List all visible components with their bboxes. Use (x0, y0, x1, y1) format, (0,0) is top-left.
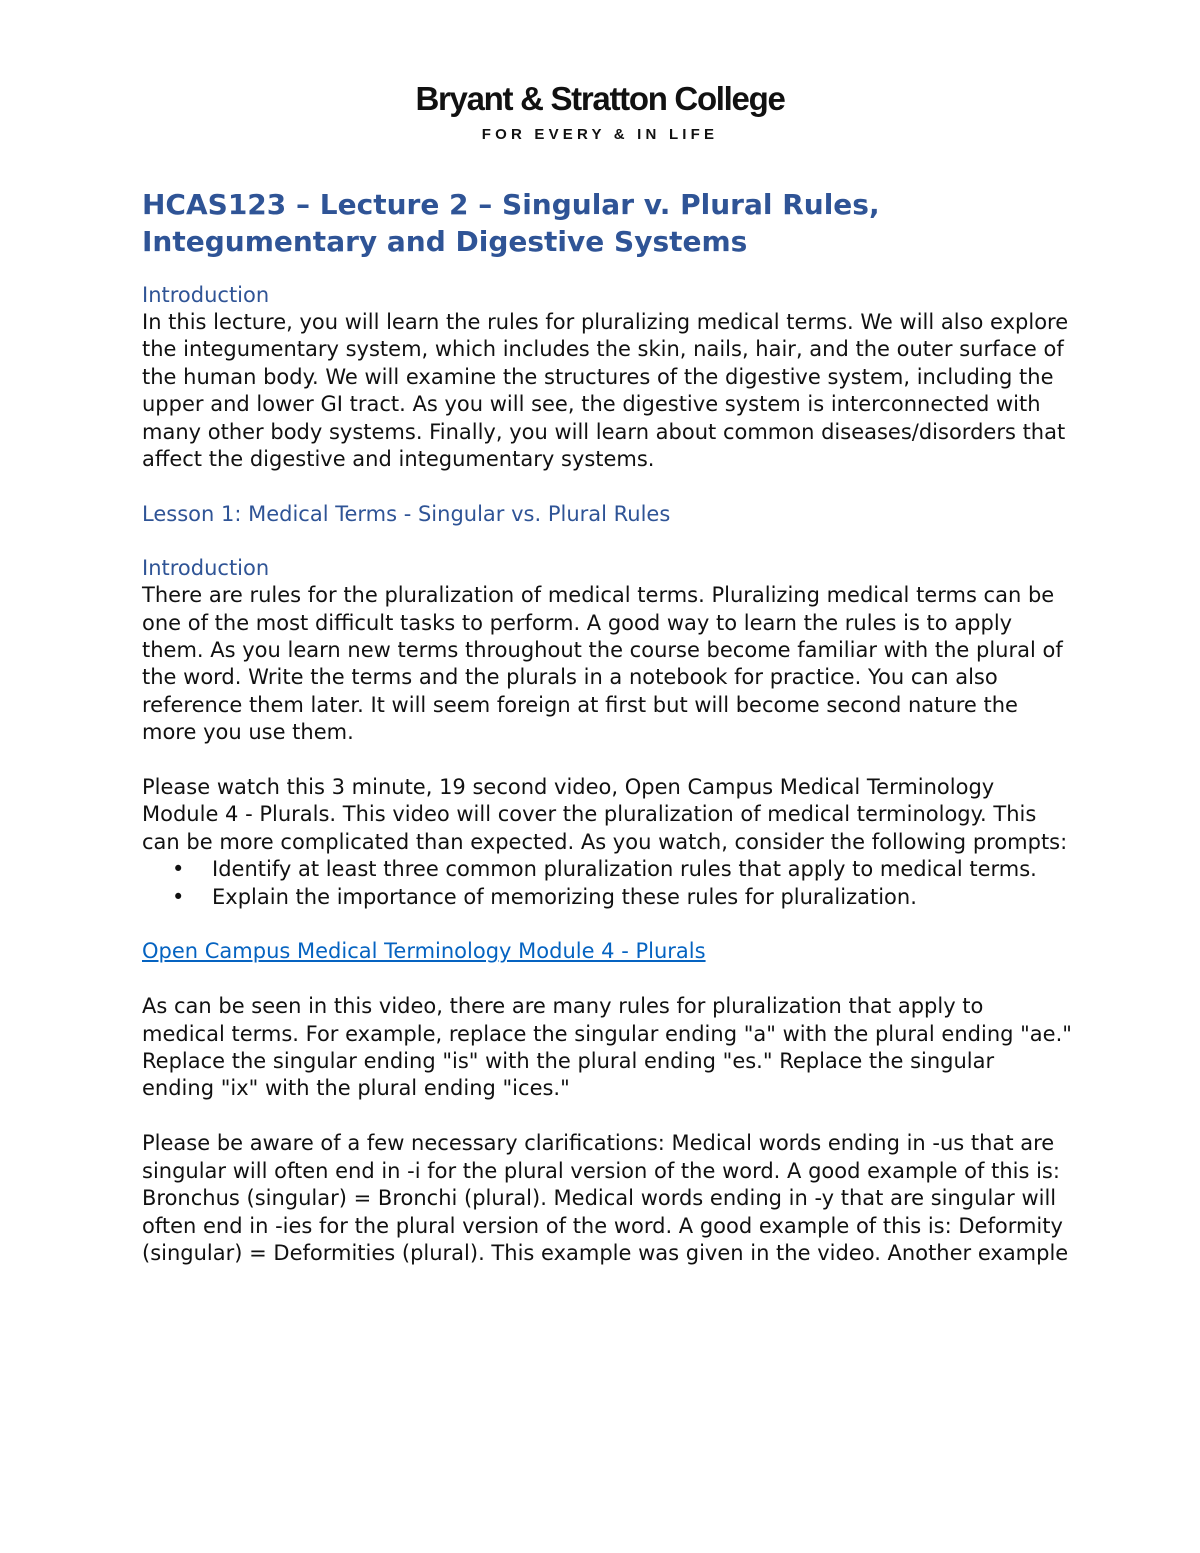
document-body (142, 186, 1072, 1267)
prompt-text: Identify at least three common pluralization rules that apply to medical terms. (212, 857, 1037, 882)
document-title: HCAS123 – Lecture 2 – Singular v. Plural Rules, Integumentary and Digestive Systems (142, 188, 880, 258)
logo-tagline: FOR EVERY & IN LIFE (481, 126, 719, 143)
clarifications-paragraph: Please be aware of a few necessary clarifications: Medical words ending in -us that are singular will often end in -i for the plural version of the word. A good example of this is: Bronchus (singular) = Bronchi (plural). Medical words ending in -y that are singular will often end in -ies for the plural version of the word. A good example of this is: Deformity (singular) = Deformities (plural). This example was given in the video. Another example (142, 1131, 1069, 1265)
college-logo (395, 80, 805, 144)
lesson1-intro-heading: Introduction (142, 556, 270, 581)
video-prompt-paragraph: Please watch this 3 minute, 19 second video, Open Campus Medical Terminology Module 4 - Plurals. This video will cover the pluralization of medical terminology. This can be more complicated than expected. As you watch, consider the following prompts: (142, 775, 1068, 854)
intro-paragraph: In this lecture, you will learn the rules for pluralizing medical terms. We will also explore the integumentary system, which includes the skin, nails, hair, and the outer surface of the human body. We will examine the structures of the digestive system, including the upper and lower GI tract. As you will see, the digestive system is interconnected with many other body systems. Finally, you will learn about common diseases/disorders that affect the digestive and integumentary systems. (142, 310, 1069, 472)
prompt-list (142, 856, 1072, 911)
prompt-text: Explain the importance of memorizing these rules for pluralization. (212, 884, 917, 909)
lesson1-intro-paragraph: There are rules for the pluralization of medical terms. Pluralizing medical terms can be one of the most difficult tasks to perform. A good way to learn the rules is to apply them. As you learn new terms throughout the course become familiar with the plural of the word. Write the terms and the plurals in a notebook for practice. You can also reference them later. It will seem foreign at first but will become second nature the more you use them. (142, 583, 1063, 745)
list-item (142, 884, 1072, 911)
intro-heading: Introduction (142, 283, 270, 307)
lesson1-heading: Lesson 1: Medical Terms - Singular vs. Plural Rules (142, 501, 671, 526)
bullet-icon: • (172, 884, 185, 909)
bullet-icon: • (172, 857, 185, 882)
list-item (142, 856, 1072, 883)
rules-paragraph: As can be seen in this video, there are many rules for pluralization that apply to medical terms. For example, replace the singular ending "a" with the plural ending "ae." Replace the singular ending "is" with the plural ending "es." Replace the singular ending "ix" with the plural ending "ices." (142, 994, 1072, 1101)
video-link[interactable]: Open Campus Medical Terminology Module 4 - Plurals (142, 939, 706, 964)
logo-college-name: Bryant & Stratton College (415, 80, 785, 117)
video-link-line (142, 938, 1072, 965)
